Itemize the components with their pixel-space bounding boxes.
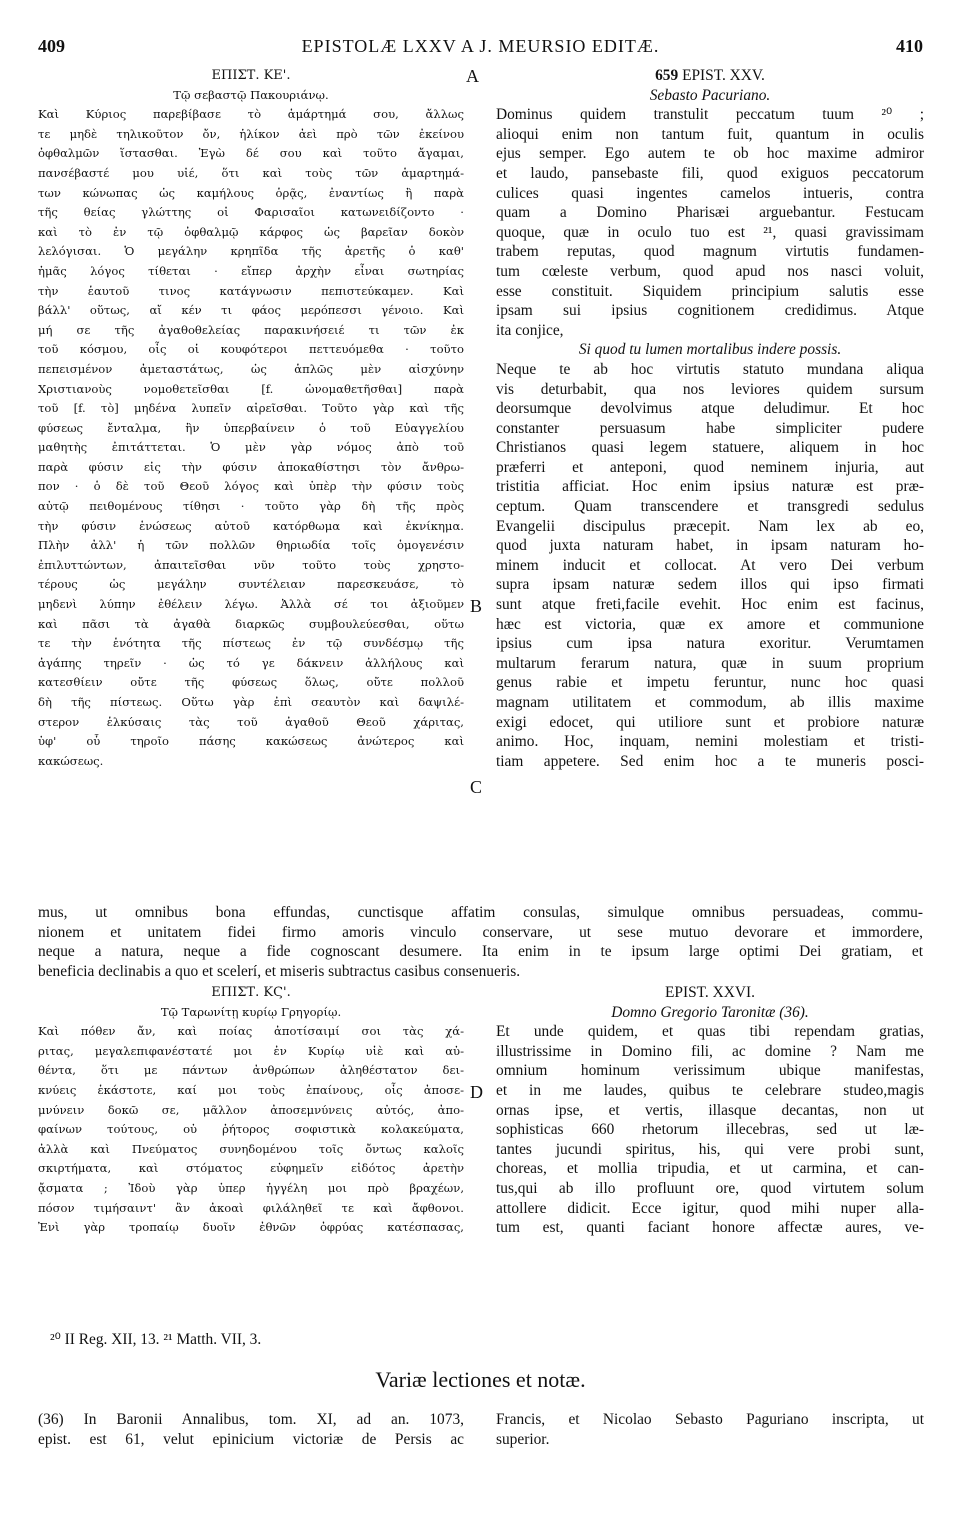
greek-epistle-25: [38, 66, 464, 771]
latin-text-line: tus,qui ab illo profluunt ore, quod virtutem solum: [496, 1179, 924, 1197]
greek-text-line: κνύεις ἑκάστοτε, καί μοι τοὺς ἐπαίνους, οἷς ἀποσε-: [38, 1082, 464, 1097]
greek-text-line: ἀγάπης τηρεῖν · ὡς τό γε δάκνειν ἀλλήλους καὶ: [38, 655, 464, 670]
greek-text-line: φύσεως ἔνταλμα, ἣν ὑπερβαίνειν ὁ τοῦ Εὐαγγελίου: [38, 420, 464, 435]
latin-text-line: multarum ferarum natura, quæ in suum proprium: [496, 654, 924, 672]
latin-text-line: tristitia afficiat. Hoc enim ipsius naturæ est præ-: [496, 478, 924, 496]
latin-text-line: Neque te ab hoc virtutis statuto mundana aliqua: [496, 360, 924, 378]
greek-text-line: Καὶ Κύριος παρεβίβασε τὸ ἁμάρτημά σου, ἄλλως: [38, 107, 464, 122]
latin-text-line: exigi edocet, qui utiliore sunt et probiore naturæ: [496, 713, 924, 731]
greek-text-line: ἀλλὰ καὶ Πνεύματος συνηδομένου τοῖς ὄντως καλοῖς: [38, 1141, 464, 1156]
latin-text-line: tiam appetere. Sed enim hoc a te muneris posci-: [496, 752, 924, 770]
note-line: epist. est 61, velut epinicium victoriæ de Persis ac: [38, 1430, 464, 1448]
latin-addressee: Sebasto Pacuriano.: [649, 86, 771, 104]
column-mark-b: B: [470, 596, 483, 616]
latin-text-line: Christianos quasi legem statuere, aliquem in hoc: [496, 439, 924, 457]
greek-text-line: μή σε τῆς ἀγαθοθελείας παρακινήσειέ τι τῶν ἐκ: [38, 322, 464, 337]
greek-text-line: ριτας, μεγαλεπιφανέστατέ μοι ἐν Κυρίῳ υἱὲ καὶ αὐ-: [38, 1043, 464, 1058]
latin-text-line: supra ipsam naturæ sedem illos qui ipso firmati: [496, 576, 924, 594]
greek-text-line: Καὶ πόθεν ἄν, καὶ ποίας ἀποτίσαιμί σοι τὰς χά-: [38, 1024, 464, 1039]
greek-text-line: τὴν ἑαυτοῦ τινος κατάγνωσιν πεπιστεύκαμεν. Καὶ: [38, 283, 464, 298]
latin-text-line: attollere didicit. Ecce igitur, quod mihi nuper alla-: [496, 1199, 924, 1217]
continuation-line: beneficia declinabis a quo et scelerí, et miseris subtractus casibus consenueris.: [38, 962, 521, 980]
greek-text-line: αὐτῷ πειθομένους τίθησι · τοῦτο γὰρ δὴ τῆς πρὸς: [38, 499, 464, 514]
latin-text-line: choreas, et mollia tripudia, et ut carmina, et can-: [496, 1160, 924, 1178]
latin-text-line: hæc est victoria, quæ ex amore et communione: [496, 615, 924, 633]
notes-left: [38, 1410, 464, 1449]
latin-text-line: magnam utilitatem et commodum, ab illis maxime: [496, 694, 924, 711]
latin-text-line: esse constituit. Siquidem principium salutis esse: [496, 282, 924, 300]
latin-text-line: animo. Hoc, inquam, nemini molestiam et tristi-: [496, 733, 924, 751]
latin-text-line: vis deturbabit, qua nos leviores quidem sursum: [496, 380, 924, 398]
greek-text-line: δὴ τῆς πίστεως. Οὕτω γὰρ ἐπὶ σεαυτὸν καὶ δαψιλέ-: [38, 695, 464, 709]
page-number-right: 410: [896, 36, 923, 56]
latin-text-line: deorsumque devolvimus atque deludimur. Et hoc: [496, 400, 924, 418]
greek-text-line: βάλλ' οὕτως, αἴ κέν τι φάος μερόπεσσι γένοιο. Καὶ: [38, 303, 464, 318]
notes-right: [496, 1410, 924, 1449]
greek-text-line: Πλὴν ἀλλ' ἡ τῶν πολλῶν θηριωδία τοῖς ὁμογενέσιν: [38, 538, 464, 553]
verse-quote: Si quod tu lumen mortalibus indere possis.: [578, 341, 842, 359]
greek-heading-26: ΕΠΙΣΤ. ΚϚ'.: [211, 985, 291, 1000]
continuation-line: nionem et unitatem fidei firmo amoris vinculo conservare, ut sese mutuo devorare et immordere,: [38, 923, 923, 941]
latin-text-line: illustrissime in Domino fili, ac domine ? Nam me: [496, 1042, 924, 1060]
greek-text-line: πον · ὁ δὲ τοῦ Θεοῦ λόγος καὶ ὑπὲρ τὴν φύσιν τοὺς: [38, 479, 464, 494]
latin-text-line: quoque, quæ in oculo tuo est ²¹, quasi gravissimam: [496, 223, 924, 241]
running-header: [38, 36, 923, 60]
greek-text-line: πόσον τιμήσαιντ' ἂν ἀκοαὶ φιλάληθεῖ τε καὶ ἄφθονοι.: [38, 1200, 464, 1215]
latin-heading: [496, 66, 924, 86]
note-line: superior.: [496, 1430, 550, 1448]
greek-text-line: τοῦ [f. τὸ] μηδένα λυπεῖν αἱρεῖσθαι. Τοῦτο γὰρ καὶ τῆς: [38, 401, 464, 416]
greek-text-line: κατεσθίειν οὔτε τῆς φύσεως ὅλως, οὔτε πολλοῦ: [38, 675, 464, 690]
latin-text-line: ornas ipse, et vertis, illasque decantas, non ut: [496, 1101, 924, 1119]
column-number: 659: [655, 67, 679, 84]
greek-text-line: των κώνωπας ὡς καμήλους ὁρᾷς, ἐναντίως ἢ παρὰ: [38, 185, 464, 200]
greek-text-line: φαίνων τούτους, οὐ ῥήτορος σοφιστικὰ κολακεύματα,: [38, 1122, 464, 1137]
greek-epistle-26: [38, 983, 464, 1238]
latin-text-line: Evangelii discipulus præcepit. Nam lex ab eo,: [496, 517, 924, 535]
greek-text-line: κακώσεως.: [38, 753, 104, 768]
latin-text-line: ejus semper. Ego autem te ob hoc maxime admiror: [496, 145, 924, 163]
greek-text-line: πανσέβαστέ μου υἱέ, ὅτι καὶ τοὺς τῶν ἁμαρτημά-: [38, 165, 464, 180]
latin-text-line: tum est, quanti faciant honore affectæ aures, ve-: [496, 1219, 924, 1237]
continuation-line: mus, ut omnibus bona effundas, cunctisque affatim consulas, simulque omnibus persuadeas, commu-: [38, 904, 923, 921]
page-number-left: 409: [38, 36, 65, 56]
column-mark-c: C: [470, 777, 483, 797]
greek-text-line: Χριστιανοὺς νομοθετεῖσθαι [f. ὠνομαθετῆσθαι] παρὰ: [38, 381, 464, 396]
greek-text-line: τοῦ κόσμου, οἷς οἱ κουφότεροι πεττευόμεθα · τοῦτο: [38, 342, 464, 357]
latin-text-line: trabem reputas, quod magnum virtutis fundamen-: [496, 243, 924, 261]
latin-text-line: tantes jucundi spiritus, his, qui vere probi sunt,: [496, 1140, 924, 1158]
footnotes: ²⁰ II Reg. XII, 13. ²¹ Matth. VII, 3.: [50, 1331, 262, 1348]
greek-heading: ΕΠΙΣΤ. ΚΕ'.: [211, 68, 291, 83]
latin-text-line: omnium hominum verissimum ubique manifestas,: [496, 1062, 924, 1080]
greek-text-line: τέρους ὡς μεγάλην συντέλειαν παρεσκευάσε, τὸ: [38, 577, 464, 592]
greek-text-line: τε τὴν ἑνότητα τῆς πίστεως ἐν τῷ συνδέσμῳ τῆς: [38, 636, 464, 651]
greek-text-line: πεπεισμένον ἀμεταστάτως, ὡς ἁπλῶς μὲν αἰσχύνην: [38, 361, 464, 376]
greek-text-line: μαθητὴς ἐπιτάττεται. Ὁ μὲν γὰρ νόμος ἀπὸ τοῦ: [38, 440, 464, 455]
notes-title: Variæ lectiones et notæ.: [375, 1367, 586, 1392]
greek-text-line: ὀφθαλμῶν ἵστασθαι. Ἐγὼ δέ σου καὶ τοῦτο ἄγαμαι,: [38, 146, 464, 161]
latin-heading-26: EPIST. XXVI.: [665, 984, 755, 1001]
latin-text-line: Dominus quidem transtulit peccatum tuum ²⁰ ;: [496, 106, 924, 124]
greek-text-line: τὴν φύσιν ἑνώσεως αὐτοῦ κατόρθωμα καὶ ἐκνίκημα.: [38, 518, 464, 533]
latin-continuation: [38, 903, 923, 981]
note-line: Francis, et Nicolao Sebasto Paguriano inscripta, ut: [496, 1411, 924, 1428]
latin-text-line: ita conjice,: [496, 321, 564, 339]
latin-text-line: ipsam sui ipsius cognitionem credidimus. Atque: [496, 302, 924, 320]
latin-text-line: ceptum. Quam transcendere et transgredi sedulus: [496, 498, 924, 516]
greek-text-line: μηδενὶ λύπην ἐθέλειν λέγω. Ἀλλὰ σέ τοι ἀξιοῦμεν: [38, 597, 464, 612]
greek-text-line: καὶ πᾶσι τὰ ἀγαθὰ διαρκῶς συμβουλεύεσθαι, οὕτω: [38, 616, 464, 631]
greek-text-line: ᾄσματα ; Ἰδοὺ γὰρ ὑπερ ἠγγέλη μοι πρὸ βραχέων,: [38, 1180, 464, 1195]
latin-epistle-26: [496, 983, 924, 1238]
column-mark-a: A: [466, 66, 479, 86]
latin-text-line: et in me laudes, quibus te celebrare studeo,magis: [496, 1081, 924, 1099]
latin-text-line: alioqui enim non tantum fuit, quantum in oculis: [496, 125, 924, 143]
greek-text-line: ἡμᾶς λόγος τίθεται · εἴπερ ἀρχὴν εἶναι σωτηρίας: [38, 263, 464, 278]
latin-text-line: ipsius cum ipsa natura exoritur. Verumtamen: [496, 635, 924, 653]
latin-text-line: sophisticas 660 rhetorum illecebras, sed ut læ-: [496, 1121, 924, 1139]
greek-text-line: μνύνειν δοκῶ σε, μᾶλλον ἀποσεμνύνεις αὐτός, ἀπο-: [38, 1102, 464, 1117]
latin-heading-text: EPIST. XXV.: [682, 67, 765, 84]
greek-text-line: ὑφ' οὗ τηροῖο πάσης κακώσεως ἀνώτερος καὶ: [38, 734, 464, 749]
greek-text-line: σκιρτήματα, καὶ στόματος εὐφημεῖν εἰδότος ἀρετὴν: [38, 1161, 464, 1176]
latin-text-line: Et unde quidem, et quas tibi rependam gratias,: [496, 1023, 924, 1041]
greek-text-line: Ἐνὶ γὰρ τροπαίῳ δυοῖν ἐθνῶν ὀφρύας κατέσπασας,: [38, 1220, 464, 1235]
latin-text-line: præferri et anteponi, quod neminem injuria, aut: [496, 458, 924, 476]
running-title: EPISTOLÆ LXXV A J. MEURSIO EDITÆ.: [301, 36, 660, 56]
latin-text-line: quam a Domino Pharisæi arguebantur. Festucam: [496, 204, 924, 222]
latin-text-line: genus rabie et impetu feruntur, nunc hoc quasi: [496, 674, 924, 692]
latin-text-line: minem inducit et collocat. At vero Dei verbum: [496, 556, 924, 574]
greek-text-line: λελόγισαι. Ὁ μεγάλην κρηπῖδα τῆς ἀρετῆς ὁ καθ': [38, 244, 464, 259]
latin-epistle-25: [496, 66, 924, 771]
latin-text-line: quod juxta naturam habet, in ipsam naturam ho-: [496, 537, 924, 555]
greek-text-line: τε μηδὲ τηλικοῦτον ὄν, ἡλίκον ἀεὶ πρὸ τῶν ἐκείνου: [38, 126, 464, 141]
continuation-line: neque a natura, neque a fide cognoscant desumere. Ita enim in te ipsum large optimi Dei gratiam, et: [38, 943, 923, 961]
greek-text-line: στερον ἑλκύσαις τὰς τοῦ ἀγαθοῦ Θεοῦ χάριτας,: [38, 714, 464, 729]
latin-text-line: constanter persuasum habe simpliciter pudere: [496, 419, 924, 437]
latin-text-line: et laudo, pansebaste fili, quod exiguos peccatorum: [496, 164, 924, 182]
column-mark-d: D: [470, 1082, 483, 1102]
greek-text-line: παρὰ φύσιν εἰς τὴν φύσιν ἀποκαθίστησι τὸν ἄνθρω-: [38, 459, 464, 474]
latin-text-line: sunt atque freti,facile evehit. Hoc enim est facinus,: [496, 596, 924, 614]
greek-addressee-26: Τῷ Ταρωνίτῃ κυρίῳ Γρηγορίῳ.: [160, 1004, 342, 1019]
latin-text-line: tum cœleste verbum, quod apud nos nasci voluit,: [496, 262, 924, 280]
latin-text-line: culices quasi ingentes camelos intueris, contra: [496, 184, 924, 202]
note-line: (36) In Baronii Annalibus, tom. XI, ad an. 1073,: [38, 1411, 464, 1428]
greek-text-line: θέντα, ὅτι με πάντων ἀνθρώπων ἀληθέστατον δει-: [38, 1063, 464, 1078]
greek-text-line: καὶ τὸ ἐν τῷ ὀφθαλμῷ κάρφος ὡς βαρεῖαν δοκὸν: [38, 224, 464, 239]
greek-addressee: Τῷ σεβαστῷ Πακουριάνῳ.: [173, 87, 329, 102]
greek-text-line: ἐπιλυττώντων, ἀπαιτεῖσθαι νῦν τοῦτο τοὺς χρηστο-: [38, 557, 464, 572]
greek-text-line: τῆς θείας γλώττης οἱ Φαρισαῖοι κατωνειδίζοντο ·: [38, 205, 464, 220]
latin-addressee-26: Domno Gregorio Taronitæ (36).: [611, 1003, 809, 1021]
